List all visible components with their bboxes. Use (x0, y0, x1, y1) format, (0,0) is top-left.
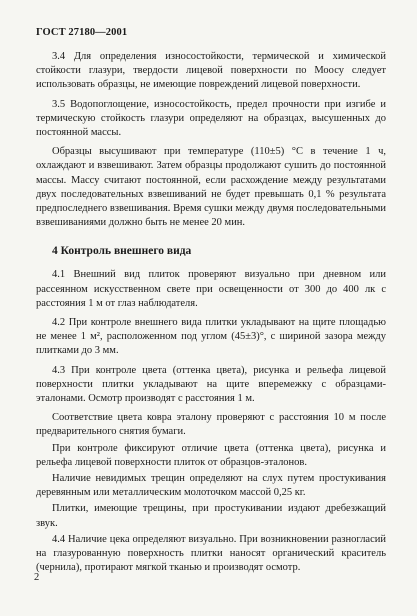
document-header: ГОСТ 27180—2001 (36, 27, 128, 38)
paragraph-3-5: 3.5 Водопоглощение, износостойкость, предел прочности при изгибе и термическую стойкость глазури определяют на образцах, высушенных до постоянной массы. (36, 98, 386, 139)
paragraph-3-4: 3.4 Для определения износостойкости, термической и химической стойкости глазури, твердости лицевой поверхности по Моосу следует использовать образцы, не имеющие повреждений лицевой поверхности. (36, 51, 386, 91)
paragraph-color-diff: При контроле фиксируют отличие цвета (оттенка цвета), рисунка и рельефа лицевой поверхности плиток от образцов-эталонов. (36, 442, 386, 468)
paragraph-cracked-tiles: Плитки, имеющие трещины, при простукивании издают дребезжащий звук. (36, 503, 386, 529)
paragraph-4-1: 4.1 Внешний вид плиток проверяют визуально при дневном или рассеянном искусственном свете при освещенности от 300 до 400 лк с расстояния 1 м от глаз наблюдателя. (36, 269, 386, 309)
paragraph-cracks: Наличие невидимых трещин определяют на слух путем простукивания деревянным или металлическим молоточком массой 0,25 кг. (36, 473, 386, 499)
page-number: 2 (34, 572, 40, 583)
paragraph-4-4: 4.4 Наличие цека определяют визуально. При возникновении разногласий на глазурованную поверхность плитки наносят органический краситель (чернила), протирают мягкой тканью и производят осмотр. (36, 533, 386, 574)
document-body (36, 50, 386, 578)
paragraph-drying: Образцы высушивают при температуре (110±5) °С в течение 1 ч, охлаждают и взвешивают. Затем образцы продолжают сушить до постоянной массы. Массу считают постоянной, если расхождение между результатами двух последовательных взвешиваний не будет превышать 0,1 % результата предпоследнего взвешивания. Время сушки между двумя последовательными взвешиваниями должно быть не менее 20 мин. (36, 146, 386, 229)
paragraph-carpet-color: Соответствие цвета ковра эталону проверяют с расстояния 10 м после предварительного снятия бумаги. (36, 412, 386, 438)
section-heading-4: 4 Контроль внешнего вида (52, 245, 192, 258)
paragraph-4-3: 4.3 При контроле цвета (оттенка цвета), рисунка и рельефа лицевой поверхности плитки укладывают на щите вперемежку с образцами-эталонами. Осмотр производят с расстояния 1 м. (36, 364, 386, 405)
paragraph-4-2: 4.2 При контроле внешнего вида плитки укладывают на щите площадью не менее 1 м², расположенном под углом (45±3)°, с шириной зазора между плитками до 3 мм. (36, 317, 386, 357)
